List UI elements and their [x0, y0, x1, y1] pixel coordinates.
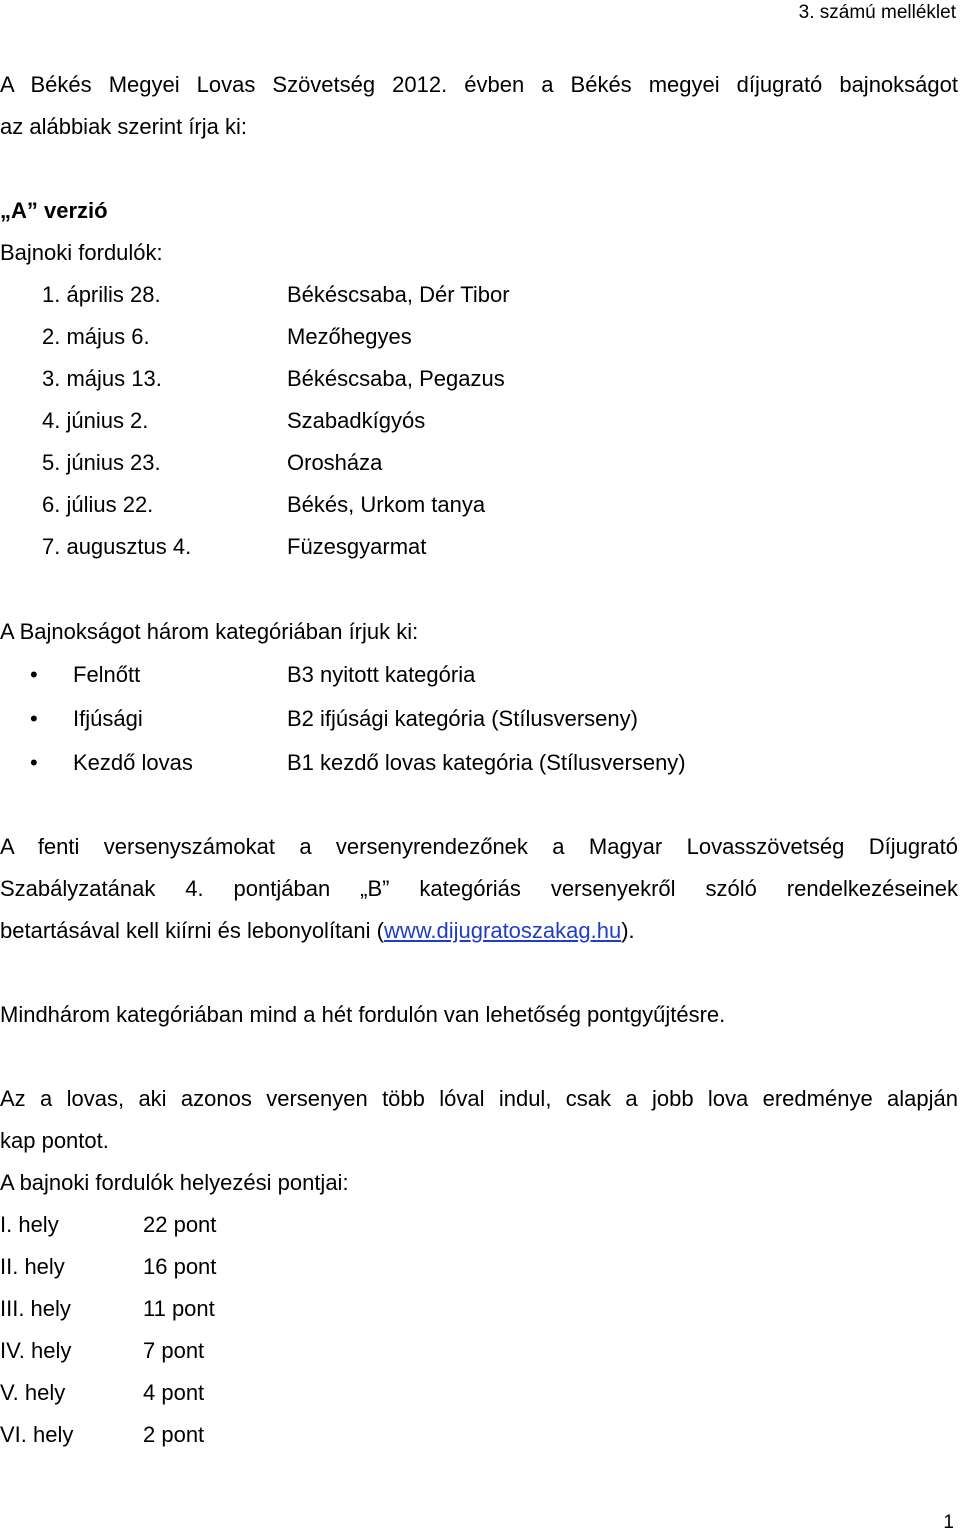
rules-line-1: A fenti versenyszámokat a versenyrendezőnek a Magyar Lovasszövetség Díjugrató [0, 834, 958, 859]
intro-line-1: A Békés Megyei Lovas Szövetség 2012. évben a Békés megyei díjugrató bajnokságot [0, 72, 958, 97]
categories-intro: A Bajnokságot három kategóriában írjuk ki: [0, 619, 419, 644]
intro-line-2: az alábbiak szerint írja ki: [0, 114, 247, 139]
round-date: 2. május 6. [42, 324, 150, 349]
round-date: 5. június 23. [42, 450, 161, 475]
placing-place: II. hely [0, 1254, 65, 1279]
category-name: Ifjúsági [73, 706, 143, 731]
category-name: Kezdő lovas [73, 750, 193, 775]
bullet-icon: • [30, 706, 38, 731]
bullet-icon: • [30, 750, 38, 775]
round-place: Mezőhegyes [287, 324, 412, 349]
round-date: 4. június 2. [42, 408, 149, 433]
placing-points: 11 pont [143, 1296, 215, 1321]
placing-place: IV. hely [0, 1338, 72, 1363]
horse-rule-line-1: Az a lovas, aki azonos versenyen több lóval indul, csak a jobb lova eredménye alapján [0, 1086, 958, 1111]
placing-points: 16 pont [143, 1254, 217, 1279]
rounds-label: Bajnoki fordulók: [0, 240, 163, 265]
round-date: 3. május 13. [42, 366, 162, 391]
placing-place: VI. hely [0, 1422, 74, 1447]
bullet-icon: • [30, 662, 38, 687]
category-desc: B1 kezdő lovas kategória (Stílusverseny) [287, 750, 686, 775]
round-date: 7. augusztus 4. [42, 534, 192, 559]
points-note: Mindhárom kategóriában mind a hét fordulón van lehetőség pontgyűjtésre. [0, 1002, 726, 1027]
rules-line-3-text: betartásával kell kiírni és lebonyolítani ( [0, 918, 384, 943]
placing-place: V. hely [0, 1380, 66, 1405]
placing-points: 2 pont [143, 1422, 205, 1447]
page-number: 1 [943, 1512, 954, 1533]
rules-line-2: Szabályzatának 4. pontjában „B” kategóriás versenyekről szóló rendelkezéseinek [0, 876, 958, 901]
round-date: 1. április 28. [42, 282, 161, 307]
round-place: Békés, Urkom tanya [287, 492, 486, 517]
horse-rule-line-2: kap pontot. [0, 1128, 109, 1153]
placing-points: 4 pont [143, 1380, 205, 1405]
round-place: Füzesgyarmat [287, 534, 427, 559]
placing-label: A bajnoki fordulók helyezési pontjai: [0, 1170, 349, 1195]
rules-line-3 [0, 918, 635, 944]
category-name: Felnőtt [73, 662, 141, 687]
placing-place: I. hely [0, 1212, 59, 1237]
round-place: Szabadkígyós [287, 408, 426, 433]
round-place: Orosháza [287, 450, 383, 475]
dijugratoszakag-link[interactable]: www.dijugratoszakag.hu [383, 918, 622, 943]
placing-points: 22 pont [143, 1212, 217, 1237]
placing-points: 7 pont [143, 1338, 205, 1363]
round-place: Békéscsaba, Pegazus [287, 366, 505, 391]
rules-line-3-end: ). [621, 918, 635, 943]
round-date: 6. július 22. [42, 492, 154, 517]
category-desc: B2 ifjúsági kategória (Stílusverseny) [287, 706, 638, 731]
round-place: Békéscsaba, Dér Tibor [287, 282, 510, 307]
category-desc: B3 nyitott kategória [287, 662, 476, 687]
placing-place: III. hely [0, 1296, 71, 1321]
version-title: „A” verzió [0, 198, 108, 223]
page-header: 3. számú melléklet [798, 2, 956, 23]
